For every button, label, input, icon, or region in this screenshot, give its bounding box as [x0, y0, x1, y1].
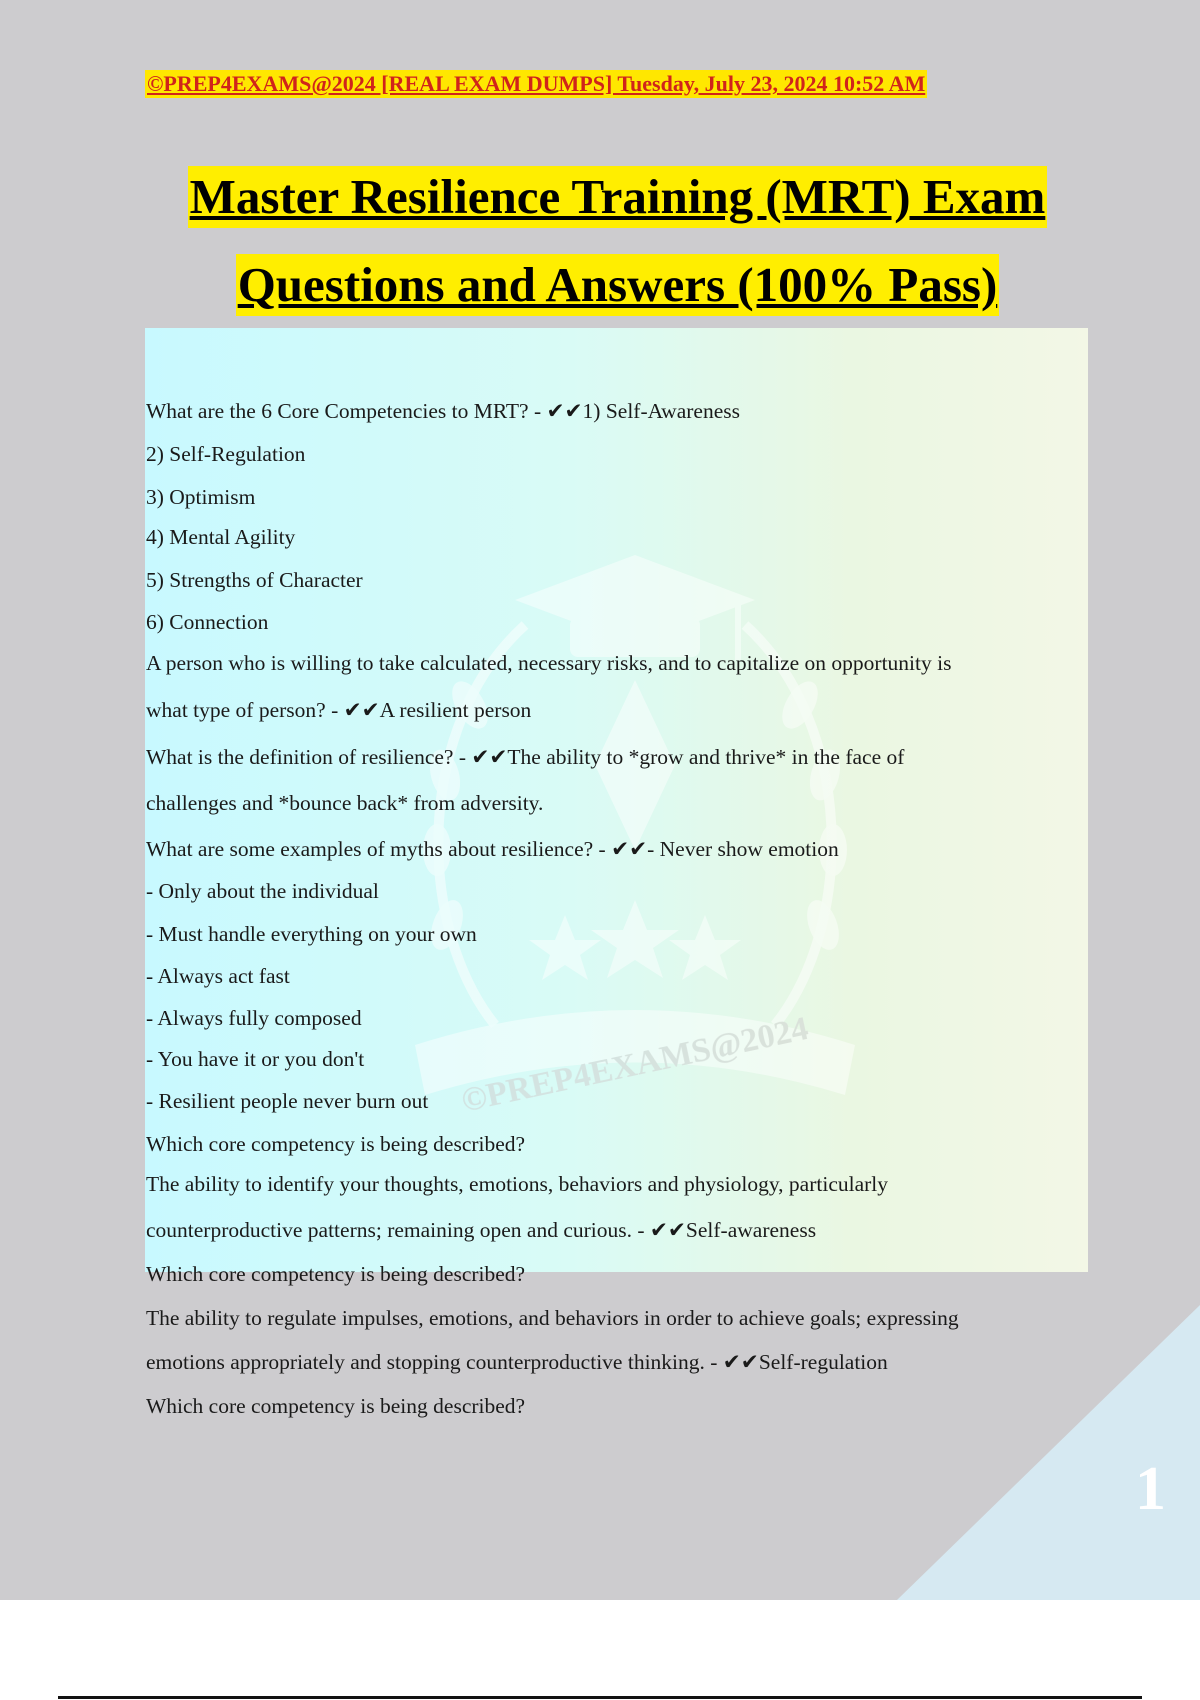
content-line: - Always fully composed: [146, 1006, 362, 1030]
content-line: - Must handle everything on your own: [146, 922, 477, 946]
content-line: 6) Connection: [146, 610, 269, 634]
content-line: Which core competency is being described?: [146, 1394, 526, 1418]
content-line: challenges and *bounce back* from adversity.: [146, 791, 544, 815]
content-line: What is the definition of resilience? - ✔✔The ability to *grow and thrive* in the face of: [146, 745, 905, 769]
content-line: Which core competency is being described?: [146, 1262, 526, 1286]
header-banner: ©PREP4EXAMS@2024 [REAL EXAM DUMPS] Tuesday, July 23, 2024 10:52 AM: [147, 71, 926, 96]
content-line: 3) Optimism: [146, 485, 256, 509]
content-line: - Only about the individual: [146, 879, 379, 903]
content-line: counterproductive patterns; remaining open and curious. - ✔✔Self-awareness: [146, 1218, 817, 1242]
content-line: Which core competency is being described?: [146, 1132, 526, 1156]
content-line: A person who is willing to take calculated, necessary risks, and to capitalize on opportunity is: [146, 651, 952, 675]
content-line: what type of person? - ✔✔A resilient person: [146, 698, 532, 722]
content-line: What are the 6 Core Competencies to MRT? - ✔✔1) Self-Awareness: [146, 399, 740, 423]
content-line: emotions appropriately and stopping counterproductive thinking. - ✔✔Self-regulation: [146, 1350, 888, 1374]
page-number: 1: [1135, 1455, 1166, 1523]
content-line: - Resilient people never burn out: [146, 1089, 429, 1113]
document-title: [0, 166, 1200, 316]
title-line-2: Questions and Answers (100% Pass): [236, 254, 1000, 316]
title-line-1: Master Resilience Training (MRT) Exam: [188, 166, 1048, 228]
content-line: The ability to identify your thoughts, emotions, behaviors and physiology, particularly: [146, 1172, 889, 1196]
content-line: 2) Self-Regulation: [146, 442, 306, 466]
content-line: What are some examples of myths about resilience? - ✔✔- Never show emotion: [146, 837, 839, 861]
watermark-text: ©PREP4EXAMS@2024: [458, 1009, 812, 1120]
footer-divider: [58, 1696, 1142, 1699]
content-line: - You have it or you don't: [146, 1047, 365, 1071]
content-line: 5) Strengths of Character: [146, 568, 363, 592]
content-line: - Always act fast: [146, 964, 290, 988]
content-line: 4) Mental Agility: [146, 525, 296, 549]
content-line: The ability to regulate impulses, emotions, and behaviors in order to achieve goals; expressing: [146, 1306, 959, 1330]
